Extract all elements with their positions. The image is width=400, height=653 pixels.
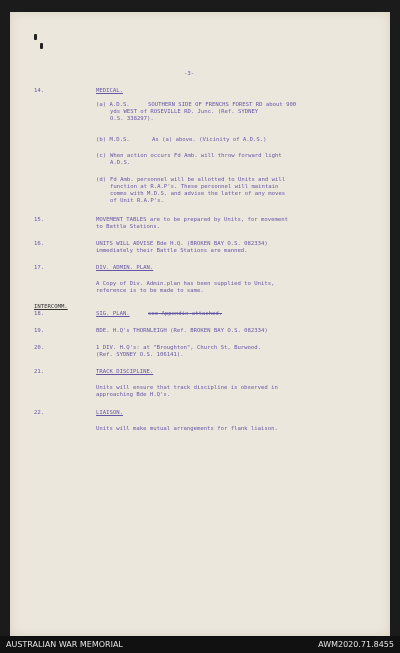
- section-number: 14.: [34, 88, 45, 94]
- subsection-line: SOUTHERN SIDE OF FRENCHS FOREST RD about 900: [148, 102, 297, 108]
- subsection-line: of Unit R.A.P's.: [110, 198, 164, 204]
- footer-bar: [0, 636, 400, 653]
- section-number: 21.: [34, 369, 45, 375]
- subsection-line: When action occurs Fd Amb. will throw forward light: [110, 153, 282, 159]
- section-line: MOVEMENT TABLES are to be prepared by Units, for movement: [96, 217, 288, 223]
- punch-hole: [34, 34, 37, 40]
- subsection-line: yds WEST of ROSEVILLE RD. Junc. (Ref. SYDNEY: [110, 109, 259, 115]
- punch-hole: [40, 43, 43, 49]
- section-line: UNITS WILL ADVISE Bde H.Q. (BROKEN BAY O.S. 082334): [96, 241, 268, 247]
- section-line: BDE. H.Q's THORNLEIGH (Ref. BROKEN BAY O.S. 082334): [96, 328, 268, 334]
- subsection-line: O.S. 338297).: [110, 116, 154, 122]
- subsection-label: (c): [96, 153, 107, 159]
- section-line: approaching Bde H.Q's.: [96, 392, 171, 398]
- struck-text: see Appendix attached.: [148, 311, 223, 317]
- section-line: A Copy of Div. Admin.plan has been supplied to Units,: [96, 281, 275, 287]
- subsection-label: (d): [96, 177, 107, 183]
- section-line: immediately their Battle Stations are manned.: [96, 248, 248, 254]
- section-number: 22.: [34, 410, 45, 416]
- section-heading: SIG. PLAN.: [96, 311, 130, 317]
- section-number: 16.: [34, 241, 45, 247]
- section-number: 20.: [34, 345, 45, 351]
- section-prefix: INTERCOMM.: [34, 304, 68, 310]
- section-line: 1 DIV. H.Q's: at "Broughton", Church St, Burwood.: [96, 345, 262, 351]
- subsection-line: A.D.S.: [110, 160, 131, 166]
- section-heading: LIAISON.: [96, 410, 123, 416]
- section-number: 17.: [34, 265, 45, 271]
- subsection-label: (b) M.D.S.: [96, 137, 130, 143]
- section-number: 15.: [34, 217, 45, 223]
- footer-accession-number: AWM2020.71.8455: [318, 640, 394, 649]
- section-line: (Ref. SYDNEY O.S. 106141).: [96, 352, 184, 358]
- subsection-line: comms with M.D.S. and advise the latter of any moves: [110, 191, 286, 197]
- section-line: Units will ensure that track discipline is observed in: [96, 385, 278, 391]
- footer-institution: AUSTRALIAN WAR MEMORIAL: [6, 640, 123, 649]
- page-number: -3-: [184, 71, 195, 77]
- subsection-line: function at R.A.P's. These personnel will maintain: [110, 184, 279, 190]
- subsection-label: (a) A.D.S.: [96, 102, 130, 108]
- section-number: 18.: [34, 311, 45, 317]
- subsection-line: Fd Amb. personnel will be allotted to Units and will: [110, 177, 286, 183]
- section-heading: TRACK DISCIPLINE.: [96, 369, 154, 375]
- section-number: 19.: [34, 328, 45, 334]
- section-heading: DIV. ADMIN. PLAN.: [96, 265, 154, 271]
- section-line: Units will make mutual arrangements for flank liaison.: [96, 426, 278, 432]
- section-line: to Battle Stations.: [96, 224, 160, 230]
- subsection-line: As (a) above. (Vicinity of A.D.S.): [152, 137, 267, 143]
- section-line: reference is to be made to same.: [96, 288, 204, 294]
- section-heading: MEDICAL.: [96, 88, 123, 94]
